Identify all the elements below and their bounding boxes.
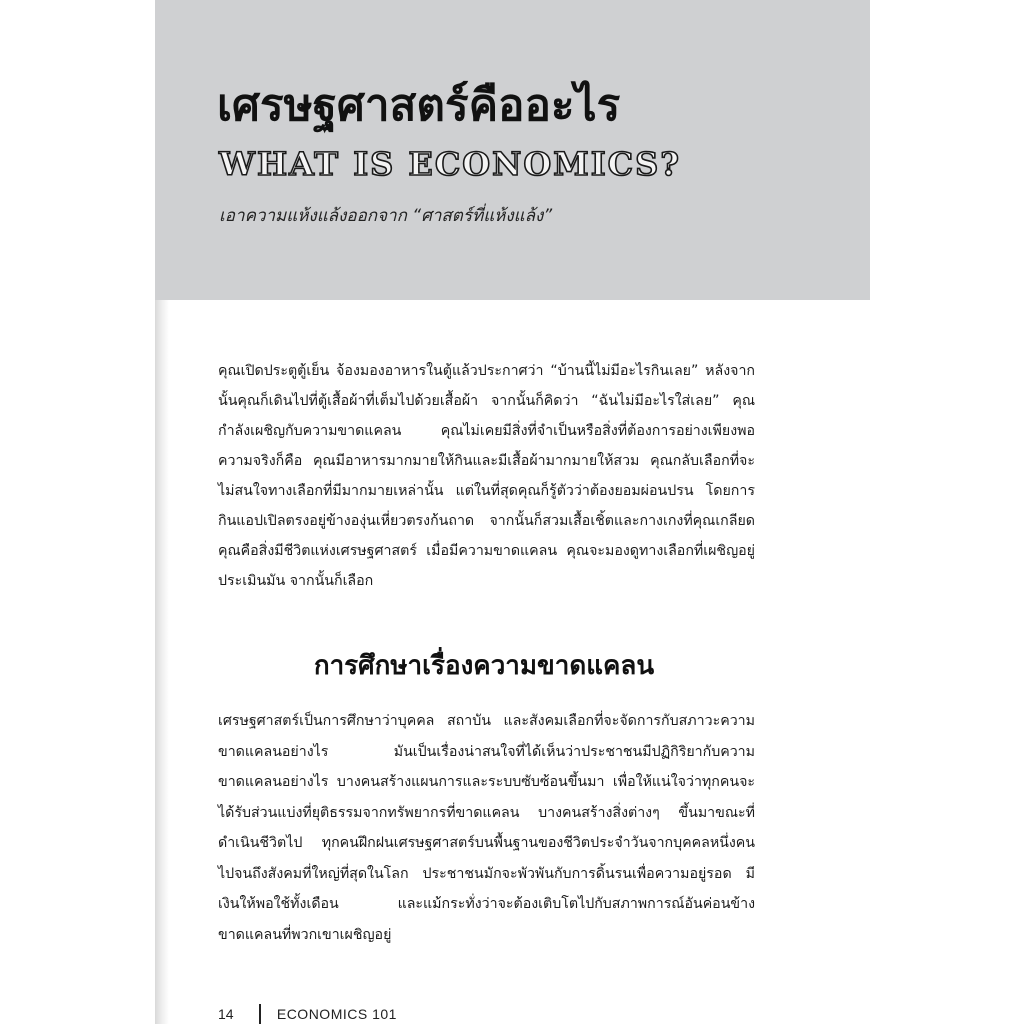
chapter-title-english: WHAT IS ECONOMICS? xyxy=(219,145,681,183)
running-book-title: ECONOMICS 101 xyxy=(276,1006,397,1022)
book-page xyxy=(155,0,870,1024)
footer-divider xyxy=(259,1004,261,1024)
page-number: 14 xyxy=(218,1006,234,1022)
page-footer xyxy=(218,1003,397,1025)
body-paragraph: เศรษฐศาสตร์เป็นการศึกษาว่าบุคคล สถาบัน และสังคมเลือกที่จะจัดการกับสภาวะความขาดแคลนอย่างไร มันเป็นเรื่องน่าสนใจที่ได้เห็นว่าประชาชนมีปฏิกิริยากับความขาดแคลนอย่างไร บางคนสร้างแผนการและระบบซับซ้อนขึ้นมา เพื่อให้แน่ใจว่าทุกคนจะได้รับส่วนแบ่งที่ยุติธรรมจากทรัพยากรที่ขาดแคลน บางคนสร้างสิ่งต่างๆ ขึ้นมาขณะที่ดำเนินชีวิตไป ทุกคนฝึกฝนเศรษฐศาสตร์บนพื้นฐานของชีวิตประจำวันจากบุคคลหนึ่งคนไปจนถึงสังคมที่ใหญ่ที่สุดในโลก ประชาชนมักจะพัวพันกับการดิ้นรนเพื่อความอยู่รอด มีเงินให้พอใช้ทั้งเดือน และแม้กระทั่งว่าจะต้องเติบโตไปกับสภาพการณ์อันค่อนข้างขาดแคลนที่พวกเขาเผชิญอยู่ xyxy=(218,713,755,943)
chapter-header-band xyxy=(155,0,870,300)
intro-paragraph: คุณเปิดประตูตู้เย็น จ้องมองอาหารในตู้แล้วประกาศว่า “บ้านนี้ไม่มีอะไรกินเลย” หลังจากนั้นคุณก็เดินไปที่ตู้เสื้อผ้าที่เต็มไปด้วยเสื้อผ้า จากนั้นก็คิดว่า “ฉันไม่มีอะไรใส่เลย” คุณกำลังเผชิญกับความขาดแคลน คุณไม่เคยมีสิ่งที่จำเป็นหรือสิ่งที่ต้องการอย่างเพียงพอ ความจริงก็คือ คุณมีอาหารมากมายให้กินและมีเสื้อผ้ามากมายให้สวม คุณกลับเลือกที่จะไม่สนใจทางเลือกที่มีมากมายเหล่านั้น แต่ในที่สุดคุณก็รู้ตัวว่าต้องยอมผ่อนปรน โดยการกินแอปเปิลตรงอยู่ข้างองุ่นเหี่ยวตรงก้นถาด จากนั้นก็สวมเสื้อเชิ้ตและกางเกงที่คุณเกลียด คุณคือสิ่งมีชีวิตแห่งเศรษฐศาสตร์ เมื่อมีความขาดแคลน คุณจะมองดูทางเลือกที่เผชิญอยู่ ประเมินมัน จากนั้นก็เลือก xyxy=(218,363,755,589)
chapter-subtitle: เอาความแห้งแล้งออกจาก “ศาสตร์ที่แห้งแล้ง” xyxy=(219,206,553,226)
section-heading: การศึกษาเรื่องความขาดแคลน xyxy=(313,651,655,681)
chapter-title-thai: เศรษฐศาสตร์คืออะไร xyxy=(217,80,621,131)
